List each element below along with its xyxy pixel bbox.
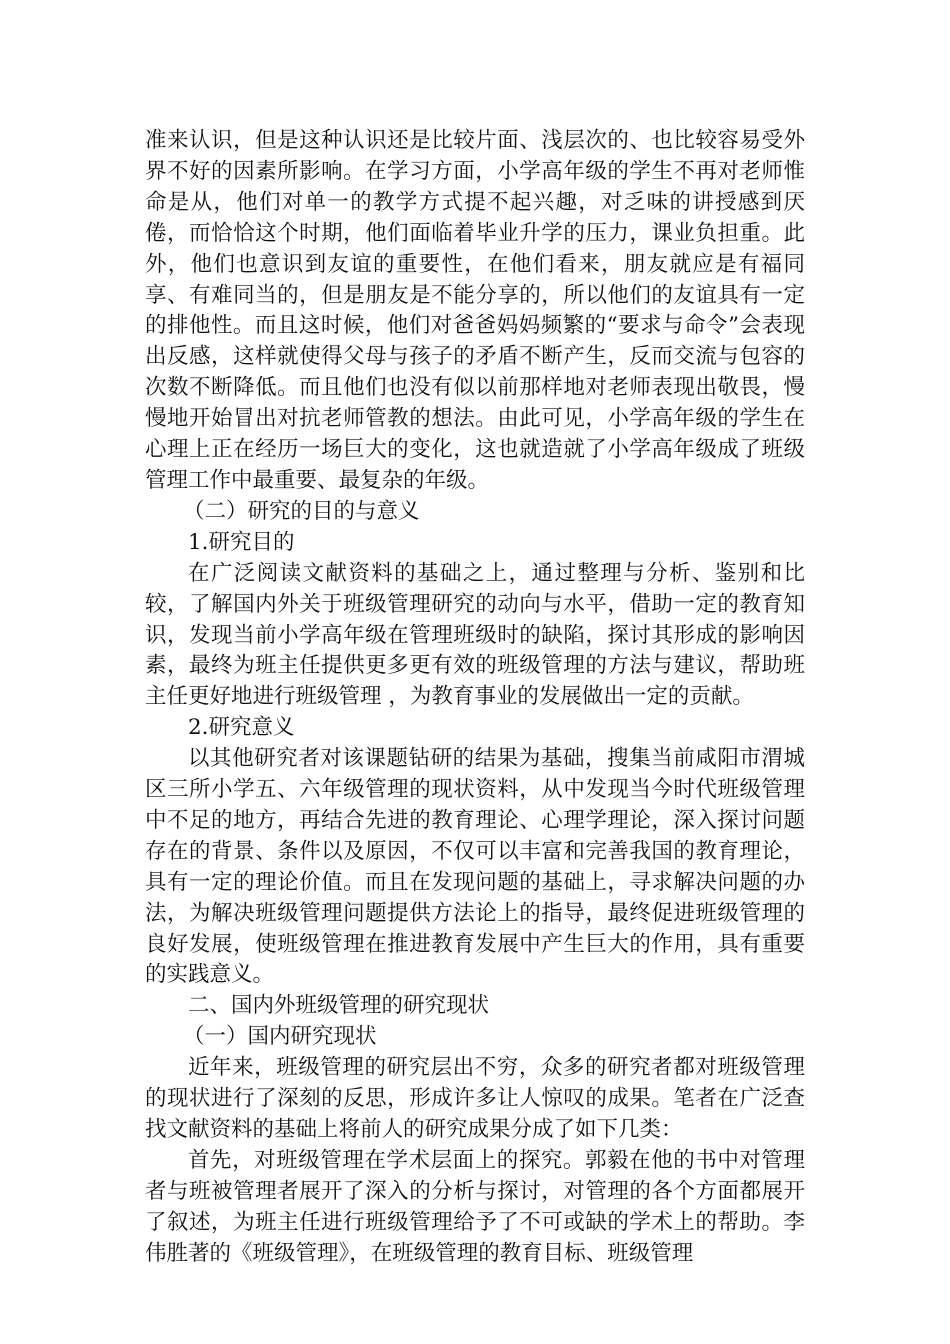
subheading-research-purpose: 1.研究目的: [188, 529, 295, 555]
body-paragraph-significance: 以其他研究者对该课题钻研的结果为基础，搜集当前咸阳市渭城区三所小学五、六年级管理的现状资料，从中发现当今时代班级管理中不足的地方，再结合先进的教育理论、心理学理论，深入探讨问题存在的背景、条件以及原因，不仅可以丰富和完善我国的教育理论，具有一定的理论价值。而且在发现问题的基础上，寻求解决问题的办法，为解决班级管理问题提供方法论上的指导，最终促进班级管理的良好发展，使班级管理在推进教育发展中产生巨大的作用，具有重要的实践意义。: [145, 746, 805, 988]
body-paragraph-recent-research: 近年来，班级管理的研究层出不穷，众多的研究者都对班级管理的现状进行了深刻的反思，形成许多让人惊叹的成果。笔者在广泛查找文献资料的基础上将前人的研究成果分成了如下几类：: [145, 1055, 805, 1142]
document-page: [145, 126, 805, 1270]
section-heading-research-status: 二、国内外班级管理的研究现状: [188, 993, 490, 1019]
section-heading-domestic-status: （一）国内研究现状: [183, 1024, 377, 1050]
body-paragraph-continued: 准来认识，但是这种认识还是比较片面、浅层次的、也比较容易受外界不好的因素所影响。在学习方面，小学高年级的学生不再对老师惟命是从，他们对单一的教学方式提不起兴趣，对乏味的讲授感到厌倦，而恰恰这个时期，他们面临着毕业升学的压力，课业负担重。此外，他们也意识到友谊的重要性，在他们看来，朋友就应是有福同享、有难同当的，但是朋友是不能分享的，所以他们的友谊具有一定的排他性。而且这时候，他们对爸爸妈妈频繁的“要求与命令”会表现出反感，这样就使得父母与孩子的矛盾不断产生，反而交流与包容的次数不断降低。而且他们也没有似以前那样地对老师表现出敬畏，慢慢地开始冒出对抗老师管教的想法。由此可见，小学高年级的学生在心理上正在经历一场巨大的变化，这也就造就了小学高年级成了班级管理工作中最重要、最复杂的年级。: [145, 128, 805, 493]
subheading-research-significance: 2.研究意义: [188, 715, 295, 741]
body-paragraph-academic-level: 首先，对班级管理在学术层面上的探究。郭毅在他的书中对管理者与班被管理者展开了深入的分析与探讨，对管理的各个方面都展开了叙述，为班主任进行班级管理给予了不可或缺的学术上的帮助。李伟胜著的《班级管理》，在班级管理的教育目标、班级管理: [145, 1147, 805, 1266]
body-paragraph-purpose: 在广泛阅读文献资料的基础之上，通过整理与分析、鉴别和比较，了解国内外关于班级管理研究的动向与水平，借助一定的教育知识，发现当前小学高年级在管理班级时的缺陷，探讨其形成的影响因素，最终为班主任提供更多更有效的班级管理的方法与建议，帮助班主任更好地进行班级管理 ，为教育事业的发展做出一定的贡献。: [145, 560, 805, 710]
section-heading-purpose-significance: （二）研究的目的与意义: [183, 498, 420, 524]
